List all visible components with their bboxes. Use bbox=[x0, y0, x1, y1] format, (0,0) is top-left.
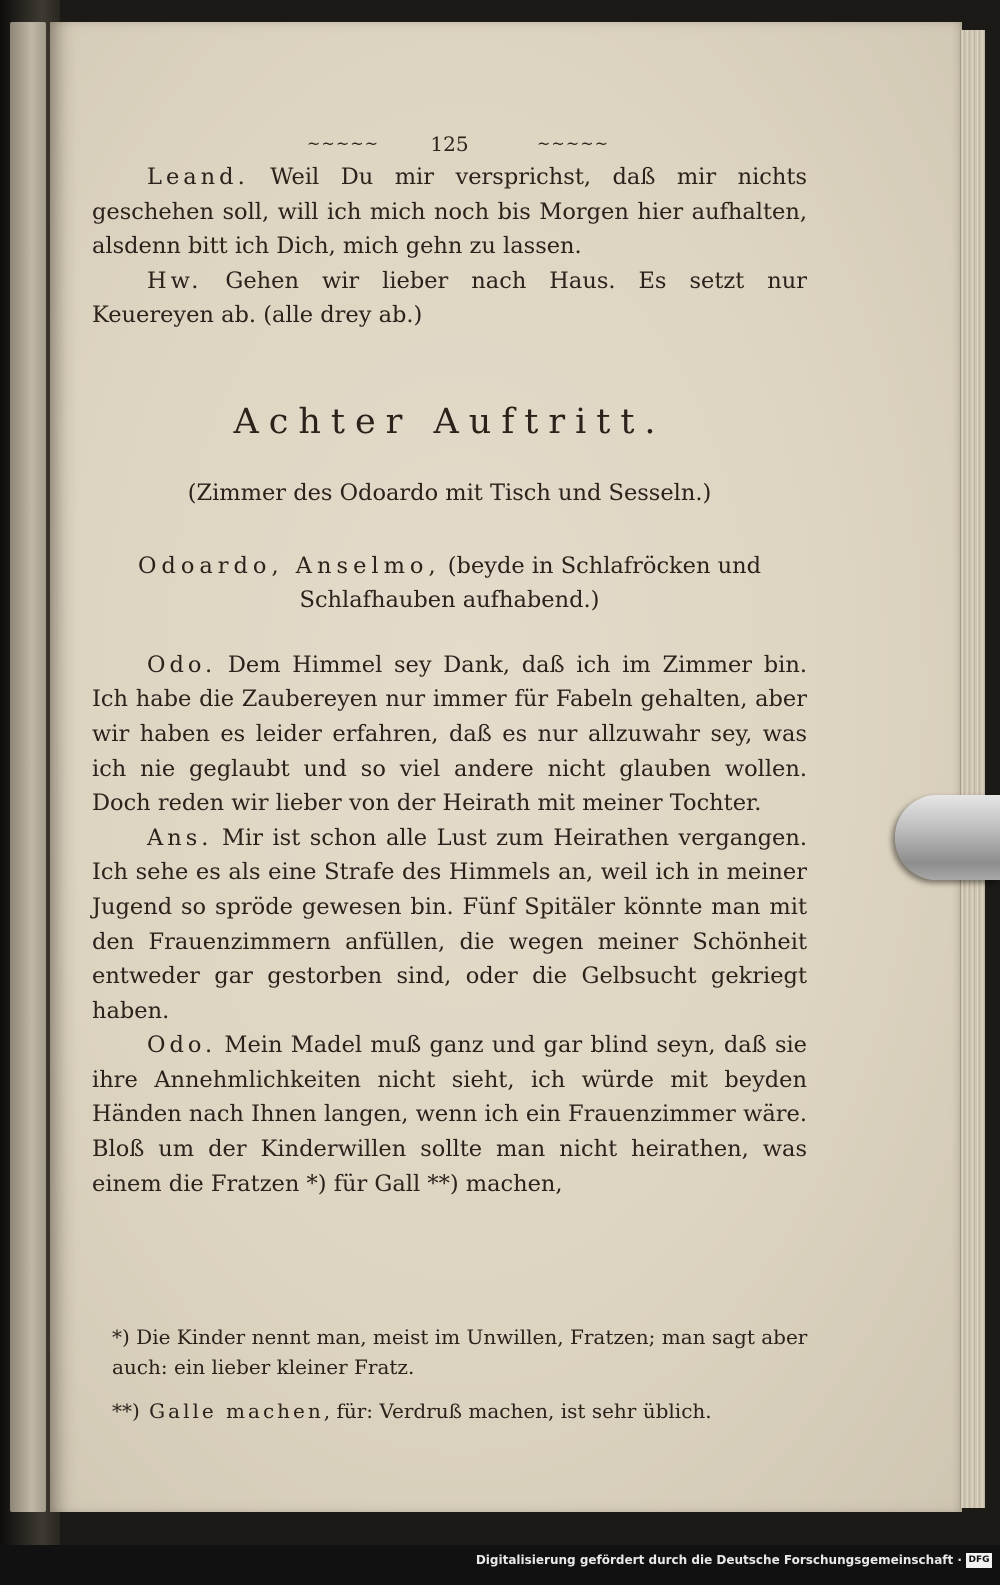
dialogue-paragraph-ans bbox=[92, 821, 807, 1029]
dialogue-paragraph-hw bbox=[92, 264, 807, 333]
footnote-1 bbox=[112, 1322, 812, 1382]
footnote-text: , für: Verdruß machen, ist sehr üblich. bbox=[323, 1399, 712, 1423]
cast-names: Odoardo, Anselmo, bbox=[137, 552, 441, 579]
dialogue-text: Gehen wir lieber nach Haus. Es setzt nur Keuereyen ab. (alle drey ab.) bbox=[92, 267, 807, 329]
cast-description-1: (beyde in Schlafröcken und bbox=[440, 552, 762, 579]
scene-title: Achter Auftritt. bbox=[233, 401, 666, 442]
dialogue-paragraph-leand bbox=[92, 160, 807, 264]
dialogue-text: Weil Du mir versprichst, daß mir nichts geschehen soll, will ich mich noch bis Morgen hier aufhalten, alsdenn bitt ich Dich, mich gehn zu lassen. bbox=[92, 164, 807, 260]
speaker-name: Hw. bbox=[147, 267, 203, 294]
bookmark-clip bbox=[895, 795, 1000, 880]
header-ornament-right: ~~~~~ bbox=[537, 134, 610, 153]
left-page-edge bbox=[10, 22, 46, 1512]
page-header bbox=[92, 128, 807, 160]
cast-list bbox=[92, 549, 807, 618]
dialogue-paragraph-odo-2 bbox=[92, 1028, 807, 1201]
dialogue-paragraph-odo-1 bbox=[92, 648, 807, 821]
footnotes bbox=[112, 1322, 812, 1426]
speaker-name: Leand. bbox=[147, 164, 249, 190]
speaker-name: Ans. bbox=[147, 824, 213, 851]
footer-credit: Digitalisierung gefördert durch die Deutsche Forschungsgemeinschaft · bbox=[475, 1553, 962, 1567]
footnote-2 bbox=[112, 1396, 812, 1426]
dfg-logo-icon: DFG bbox=[966, 1553, 992, 1568]
footnote-text: Die Kinder nennt man, meist im Unwillen, Fratzen; man sagt aber auch: ein lieber kleiner Fratz. bbox=[112, 1325, 808, 1379]
header-ornament-left: ~~~~~ bbox=[307, 134, 380, 153]
footnote-mark: **) bbox=[112, 1399, 140, 1423]
page-number: 125 bbox=[430, 132, 469, 156]
footnote-emphasis: Galle machen bbox=[139, 1399, 324, 1423]
stage-direction: (Zimmer des Odoardo mit Tisch und Sesseln.) bbox=[187, 479, 712, 506]
dialogue-text: Mein Madel muß ganz und gar blind seyn, daß sie ihre Annehmlichkeiten nicht sieht, ich würde mit beyden Händen nach Ihnen langen, wenn ich ein Frauenzimmer wäre. Bloß um der Kinderwillen sollte man nicht heirathen, was einem die Fratzen *) für Gall **) machen, bbox=[92, 1032, 807, 1197]
speaker-name: Odo. bbox=[147, 651, 217, 678]
speaker-name: Odo. bbox=[147, 1032, 217, 1059]
footnote-mark: *) bbox=[112, 1325, 130, 1349]
page-text bbox=[92, 128, 807, 1201]
cast-description-2: Schlafhauben aufhabend.) bbox=[299, 587, 600, 614]
page-edge-stack bbox=[960, 30, 985, 1508]
dialogue-text: Dem Himmel sey Dank, daß ich im Zimmer bin. Ich habe die Zaubereyen nur immer für Fabeln gehalten, aber wir haben es leider erfahren, daß es nur allzuwahr sey, was ich nie geglaubt und so viel andere nicht glauben wollen. Doch reden wir lieber von der Heirath mit meiner Tochter. bbox=[92, 651, 807, 817]
dialogue-text: Mir ist schon alle Lust zum Heirathen vergangen. Ich sehe es als eine Strafe des Himmels an, weil ich in meiner Jugend so spröde gewesen bin. Fünf Spitäler könnte man mit den Frauenzimmern anfüllen, die wegen meiner Schönheit entweder gar gestorben sind, oder die Gelbsucht gekriegt haben. bbox=[92, 824, 807, 1024]
